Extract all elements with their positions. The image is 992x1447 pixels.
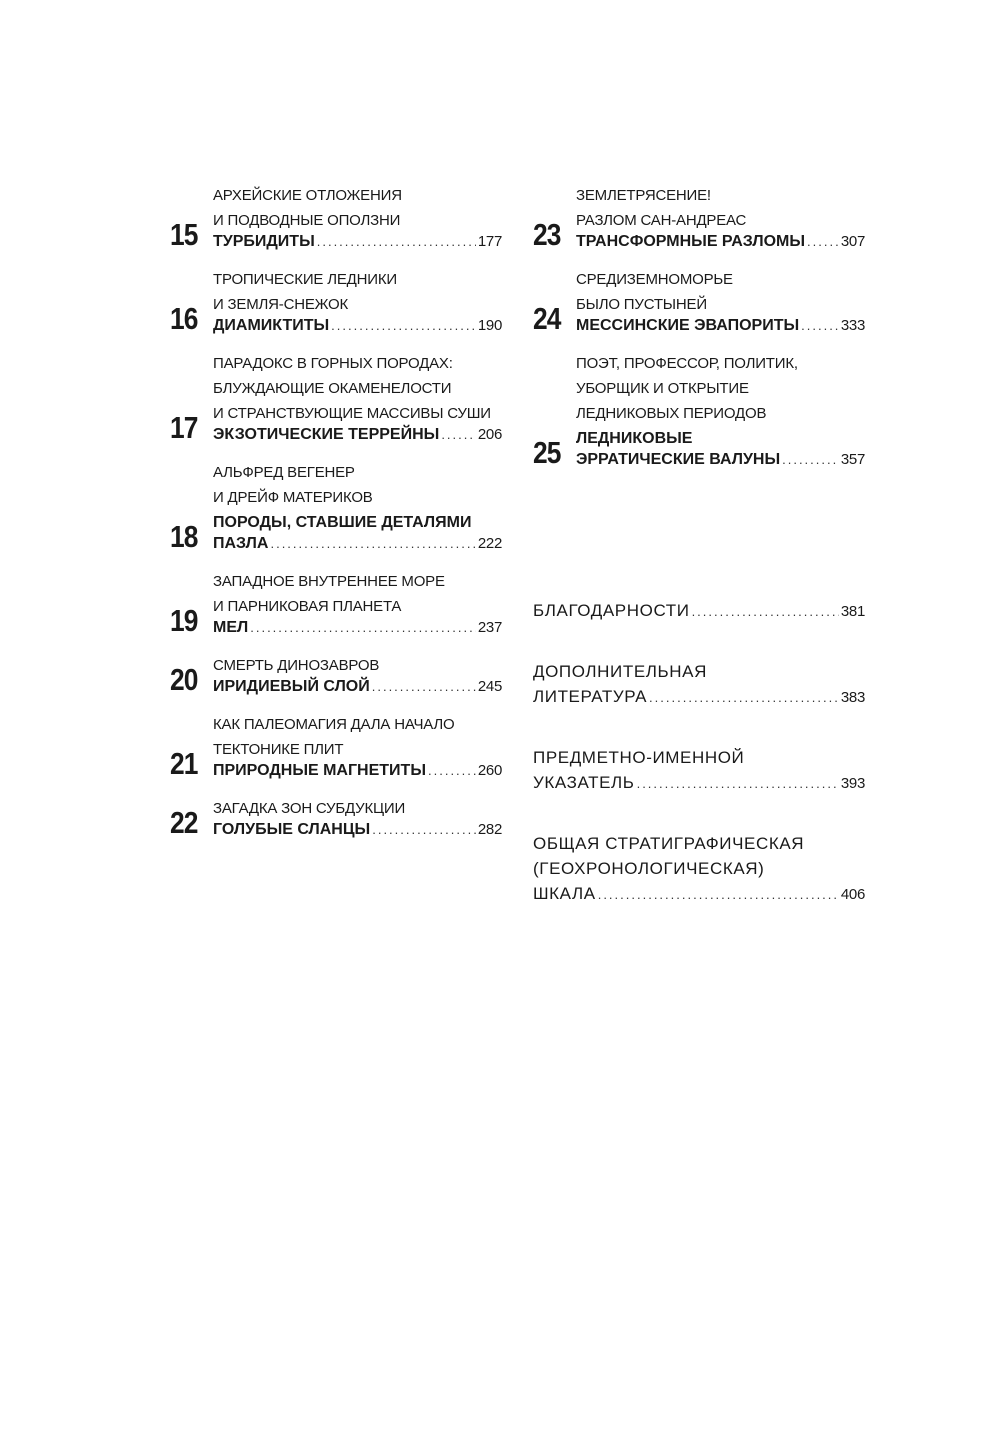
- chapter-subtitle-line: ТРОПИЧЕСКИЕ ЛЕДНИКИ: [213, 271, 397, 288]
- chapter-title: ЭКЗОТИЧЕСКИЕ ТЕРРЕЙНЫ: [213, 426, 440, 443]
- toc-left-column: [170, 183, 502, 855]
- chapter-number: 20: [170, 662, 198, 697]
- dot-leader: [692, 599, 839, 624]
- dot-leader: [372, 679, 476, 694]
- chapter-title: ПАЗЛА: [213, 535, 269, 552]
- toc-chapter-entry: [170, 796, 502, 839]
- chapter-subtitle-line: БЛУЖДАЮЩИЕ ОКАМЕНЕЛОСТИ: [213, 380, 452, 397]
- entry-spacer: [170, 839, 502, 855]
- toc-chapter-entry: [533, 351, 865, 469]
- chapter-subtitle-line: ЗАГАДКА ЗОН СУБДУКЦИИ: [213, 800, 406, 817]
- chapter-number: 16: [170, 301, 198, 336]
- toc-chapter-entry: [533, 183, 865, 251]
- page-number: 260: [477, 762, 502, 779]
- entry-spacer: [170, 444, 502, 460]
- chapter-subtitle-line: СМЕРТЬ ДИНОЗАВРОВ: [213, 657, 380, 674]
- page-number: 383: [840, 689, 865, 706]
- back-matter-entry: [533, 659, 865, 710]
- chapter-subtitle-line: УБОРЩИК И ОТКРЫТИЕ: [576, 380, 749, 397]
- entry-spacer: [170, 335, 502, 351]
- chapter-body: [213, 267, 502, 335]
- chapter-subtitle-line: И ЗЕМЛЯ-СНЕЖОК: [213, 296, 348, 313]
- chapter-body: [576, 183, 865, 251]
- dot-leader: [250, 620, 476, 635]
- chapter-number: 22: [170, 805, 198, 840]
- back-matter-entry: [533, 745, 865, 796]
- page-number: 222: [477, 535, 502, 552]
- dot-leader: [649, 685, 839, 710]
- chapter-subtitle-line: ЛЕДНИКОВЫХ ПЕРИОДОВ: [576, 405, 767, 422]
- page-number: 307: [840, 233, 865, 250]
- dot-leader: [801, 318, 839, 333]
- chapter-number: 18: [170, 519, 198, 554]
- chapter-title: МЕЛ: [213, 619, 249, 636]
- toc-chapter-entry: [170, 183, 502, 251]
- page-number: 393: [840, 775, 865, 792]
- chapter-body: [213, 183, 502, 251]
- page-number: 177: [477, 233, 502, 250]
- back-matter-leader: [533, 770, 865, 796]
- page-number: 333: [840, 317, 865, 334]
- entry-spacer: [170, 553, 502, 569]
- dot-leader: [807, 234, 839, 249]
- entry-spacer: [170, 637, 502, 653]
- back-matter-title: УКАЗАТЕЛЬ: [533, 773, 635, 792]
- chapter-subtitle-line: И СТРАНСТВУЮЩИЕ МАССИВЫ СУШИ: [213, 405, 491, 422]
- page-number: 357: [840, 451, 865, 468]
- chapter-title: ПРИРОДНЫЕ МАГНЕТИТЫ: [213, 762, 426, 779]
- back-matter-spacer: [533, 796, 865, 831]
- chapter-subtitle-line: БЫЛО ПУСТЫНЕЙ: [576, 296, 707, 313]
- page-number: 237: [477, 619, 502, 636]
- back-matter-title: БЛАГОДАРНОСТИ: [533, 601, 690, 620]
- chapter-number: 15: [170, 217, 198, 252]
- chapter-title: ТУРБИДИТЫ: [213, 233, 315, 250]
- toc-chapter-entry: [170, 712, 502, 780]
- chapter-title: ИРИДИЕВЫЙ СЛОЙ: [213, 678, 370, 695]
- chapter-number: 25: [533, 435, 561, 470]
- chapter-subtitle-line: ЗАПАДНОЕ ВНУТРЕННЕЕ МОРЕ: [213, 573, 445, 590]
- entry-spacer: [533, 335, 865, 351]
- chapter-number: 23: [533, 217, 561, 252]
- chapter-body: [213, 653, 502, 696]
- back-matter-entry: [533, 598, 865, 624]
- chapter-body: [576, 267, 865, 335]
- page-number: 282: [477, 821, 502, 838]
- entry-spacer: [170, 251, 502, 267]
- chapter-title: МЕССИНСКИЕ ЭВАПОРИТЫ: [576, 317, 800, 334]
- chapter-subtitle-line: И ПОДВОДНЫЕ ОПОЛЗНИ: [213, 212, 401, 229]
- toc-chapter-entry: [170, 267, 502, 335]
- entry-spacer: [533, 251, 865, 267]
- chapter-title-leader: [213, 821, 502, 839]
- chapter-subtitle-line: ТЕКТОНИКЕ ПЛИТ: [213, 741, 344, 758]
- chapter-subtitle-line: ПАРАДОКС В ГОРНЫХ ПОРОДАХ:: [213, 355, 453, 372]
- chapter-body: [213, 796, 502, 839]
- chapter-title-leader: [213, 762, 502, 780]
- dot-leader: [637, 771, 839, 796]
- dot-leader: [317, 234, 476, 249]
- chapter-subtitle-line: КАК ПАЛЕОМАГИЯ ДАЛА НАЧАЛО: [213, 716, 455, 733]
- chapter-title-leader: [213, 317, 502, 335]
- chapter-title-leader: [213, 233, 502, 251]
- back-matter-line: ДОПОЛНИТЕЛЬНАЯ: [533, 662, 707, 681]
- chapter-title-line: ЛЕДНИКОВЫЕ: [576, 430, 693, 447]
- chapter-subtitle-line: АЛЬФРЕД ВЕГЕНЕР: [213, 464, 355, 481]
- chapter-body: [213, 351, 502, 444]
- chapter-subtitle-line: И ДРЕЙФ МАТЕРИКОВ: [213, 489, 373, 506]
- dot-leader: [598, 882, 839, 907]
- page-number: 406: [840, 886, 865, 903]
- back-matter-spacer: [533, 710, 865, 745]
- toc-chapter-entry: [533, 267, 865, 335]
- chapter-subtitle-line: ПОЭТ, ПРОФЕССОР, ПОЛИТИК,: [576, 355, 798, 372]
- dot-leader: [372, 822, 476, 837]
- dot-leader: [428, 763, 476, 778]
- back-matter-title: ЛИТЕРАТУРА: [533, 687, 648, 706]
- entry-spacer: [170, 780, 502, 796]
- chapter-body: [213, 569, 502, 637]
- dot-leader: [331, 318, 476, 333]
- toc-chapter-entry: [170, 460, 502, 553]
- chapter-title-leader: [576, 451, 865, 469]
- dot-leader: [782, 452, 839, 467]
- chapter-title-leader: [213, 619, 502, 637]
- back-matter-line: (ГЕОХРОНОЛОГИЧЕСКАЯ): [533, 859, 765, 878]
- chapter-number: 19: [170, 603, 198, 638]
- chapter-body: [576, 351, 865, 469]
- chapter-subtitle-line: СРЕДИЗЕМНОМОРЬЕ: [576, 271, 733, 288]
- page-number: 381: [840, 603, 865, 620]
- chapter-subtitle-line: РАЗЛОМ САН-АНДРЕАС: [576, 212, 747, 229]
- back-matter-leader: [533, 684, 865, 710]
- chapter-body: [213, 460, 502, 553]
- chapter-subtitle-line: АРХЕЙСКИЕ ОТЛОЖЕНИЯ: [213, 187, 402, 204]
- chapter-title-line: ПОРОДЫ, СТАВШИЕ ДЕТАЛЯМИ: [213, 514, 472, 531]
- chapter-title-leader: [213, 678, 502, 696]
- back-matter-line: ОБЩАЯ СТРАТИГРАФИЧЕСКАЯ: [533, 834, 805, 853]
- chapter-number: 24: [533, 301, 561, 336]
- chapter-title-leader: [213, 535, 502, 553]
- chapter-title: ЭРРАТИЧЕСКИЕ ВАЛУНЫ: [576, 451, 781, 468]
- page-number: 245: [477, 678, 502, 695]
- back-matter-entry: [533, 831, 865, 907]
- toc-chapter-entry: [170, 351, 502, 444]
- chapter-title-leader: [576, 233, 865, 251]
- entry-spacer: [533, 469, 865, 485]
- chapter-number: 17: [170, 410, 198, 445]
- page-number: 206: [477, 426, 502, 443]
- back-matter-leader: [533, 598, 865, 624]
- right-chapter-list: [533, 183, 865, 485]
- back-matter-line: ПРЕДМЕТНО-ИМЕННОЙ: [533, 748, 745, 767]
- toc-chapter-entry: [170, 653, 502, 696]
- chapter-title-leader: [213, 426, 502, 444]
- dot-leader: [441, 427, 476, 442]
- chapter-body: [213, 712, 502, 780]
- chapter-subtitle-line: И ПАРНИКОВАЯ ПЛАНЕТА: [213, 598, 402, 615]
- back-matter-spacer: [533, 624, 865, 659]
- back-matter-leader: [533, 881, 865, 907]
- entry-spacer: [170, 696, 502, 712]
- toc-right-column: [533, 183, 865, 903]
- chapter-subtitle-line: ЗЕМЛЕТРЯСЕНИЕ!: [576, 187, 711, 204]
- chapter-title: ДИАМИКТИТЫ: [213, 317, 330, 334]
- chapter-title: ГОЛУБЫЕ СЛАНЦЫ: [213, 821, 371, 838]
- chapter-title: ТРАНСФОРМНЫЕ РАЗЛОМЫ: [576, 233, 806, 250]
- back-matter-list: [533, 598, 865, 907]
- chapter-number: 21: [170, 746, 198, 781]
- chapter-title-leader: [576, 317, 865, 335]
- toc-chapter-entry: [170, 569, 502, 637]
- back-matter-title: ШКАЛА: [533, 884, 596, 903]
- dot-leader: [270, 536, 475, 551]
- page-number: 190: [477, 317, 502, 334]
